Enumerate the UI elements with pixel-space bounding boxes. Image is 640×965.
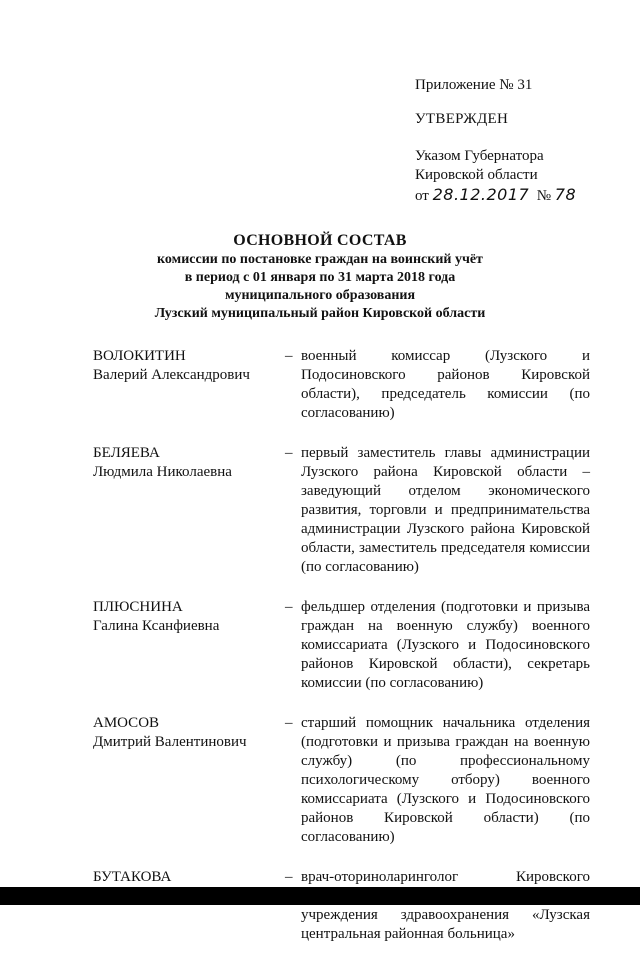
member-dash: – <box>285 599 293 615</box>
member-entry <box>93 598 593 693</box>
handwritten-number: 78 <box>554 185 577 204</box>
approval-block <box>415 76 625 206</box>
handwritten-date: 28.12.2017 <box>432 185 530 204</box>
annex-number: Приложение № 31 <box>415 77 533 93</box>
member-given-name: Дмитрий Валентинович <box>93 734 247 750</box>
member-given-name: Людмила Николаевна <box>93 464 232 480</box>
number-label: № <box>536 188 552 204</box>
member-surname: ВОЛОКИТИН <box>93 348 186 364</box>
title-line-3: муниципального образования <box>224 288 416 303</box>
scan-bottom-edge <box>0 887 640 905</box>
member-surname: БУТАКОВА <box>93 869 172 885</box>
decree-line-2: Кировской области <box>415 167 538 183</box>
decree-line-1: Указом Губернатора <box>415 148 544 164</box>
member-entry <box>93 444 593 577</box>
member-role: старший помощник начальника отделения (подготовки и призыва граждан на военную службу) (по профессиональному психологическому отбору) военного комиссариата (Лузского и Подосиновского районов Кировской области) (по согласованию) <box>301 715 590 845</box>
members-list <box>93 347 593 965</box>
member-surname: ПЛЮСНИНА <box>93 599 183 615</box>
member-surname: АМОСОВ <box>93 715 160 731</box>
member-person <box>93 714 285 752</box>
member-entry <box>93 347 593 423</box>
from-label: от <box>415 188 429 204</box>
decree-reference <box>415 147 625 206</box>
member-entry <box>93 868 593 944</box>
title-main: ОСНОВНОЙ СОСТАВ <box>233 232 407 249</box>
member-given-name: Валерий Александрович <box>93 367 250 383</box>
member-role: фельдшер отделения (подготовки и призыва граждан на военную службу) военного комиссариата (Лузского и Подосиновского районов Кировской области), секретарь комиссии (по согласованию) <box>301 599 590 691</box>
member-role: военный комиссар (Лузского и Подосиновского районов Кировской области), председатель комиссии (по согласованию) <box>301 348 590 421</box>
member-role: первый заместитель главы администрации Лузского района Кировской области – заведующий отделом экономического развития, торговли и предпринимательства администрации Лузского района Кировской области, заместитель председателя комиссии (по согласованию) <box>301 445 590 575</box>
document-title <box>60 231 580 323</box>
member-dash: – <box>285 348 293 364</box>
title-line-4: Лузский муниципальный район Кировской области <box>154 306 486 321</box>
member-dash: – <box>285 869 293 885</box>
title-line-2: в период с 01 января по 31 марта 2018 года <box>184 270 456 285</box>
member-person <box>93 444 285 482</box>
member-entry <box>93 714 593 847</box>
member-role: врач-оториноларинголог Кировского учреждения здравоохранения «Лузская центральная районная больница» <box>301 869 590 942</box>
approved-stamp: УТВЕРЖДЕН <box>415 111 509 127</box>
member-person <box>93 347 285 385</box>
member-person <box>93 598 285 636</box>
member-given-name: Галина Ксанфиевна <box>93 618 220 634</box>
member-dash: – <box>285 715 293 731</box>
member-surname: БЕЛЯЕВА <box>93 445 160 461</box>
member-dash: – <box>285 445 293 461</box>
title-line-1: комиссии по постановке граждан на воинский учёт <box>157 252 483 267</box>
